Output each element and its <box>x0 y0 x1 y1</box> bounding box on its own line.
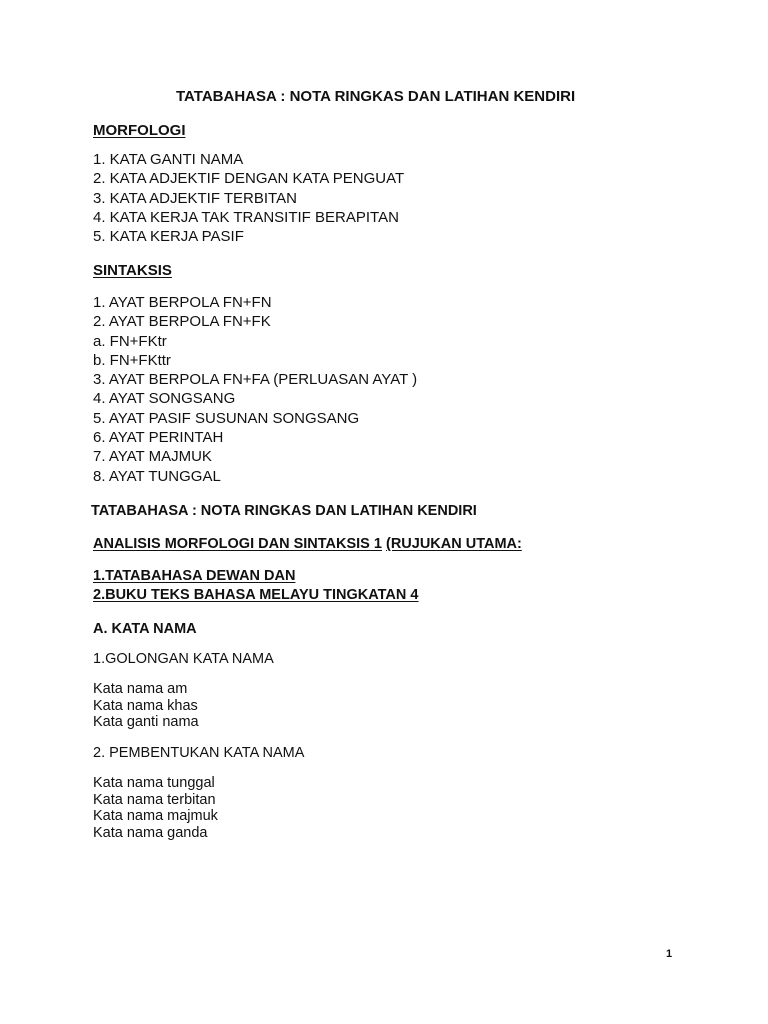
morfologi-heading: MORFOLOGI <box>93 122 186 139</box>
list-item: 4. AYAT SONGSANG <box>93 390 236 408</box>
list-item: Kata nama khas <box>93 697 198 714</box>
list-item: Kata ganti nama <box>93 714 199 730</box>
section-title: TATABAHASA : NOTA RINGKAS DAN LATIHAN KENDIRI <box>91 503 477 519</box>
list-item: 8. AYAT TUNGGAL <box>93 467 221 485</box>
list-item: 2. KATA ADJEKTIF DENGAN KATA PENGUAT <box>93 170 405 188</box>
sintaksis-list <box>93 293 417 486</box>
pembentukan-list <box>93 775 218 841</box>
reference-item: 1.TATABAHASA DEWAN DAN <box>93 568 296 584</box>
analisis-heading <box>93 535 522 554</box>
list-item: a. FN+FKtr <box>93 332 167 350</box>
list-item: 2. AYAT BERPOLA FN+FK <box>93 313 271 331</box>
list-item: 3. KATA ADJEKTIF TERBITAN <box>93 189 297 207</box>
list-item: 1. AYAT BERPOLA FN+FN <box>93 294 272 311</box>
list-item: Kata nama am <box>93 681 188 697</box>
pembentukan-heading: 2. PEMBENTUKAN KATA NAMA <box>93 745 305 761</box>
analisis-title: ANALISIS MORFOLOGI DAN SINTAKSIS 1 <box>93 536 382 552</box>
list-item: Kata nama majmuk <box>93 808 218 824</box>
golongan-heading: 1.GOLONGAN KATA NAMA <box>93 651 274 667</box>
list-item: 6. AYAT PERINTAH <box>93 429 224 447</box>
page-number: 1 <box>666 948 673 960</box>
list-item: 5. KATA KERJA PASIF <box>93 228 244 246</box>
list-item: 1. KATA GANTI NAMA <box>93 151 244 168</box>
morfologi-list <box>93 150 404 246</box>
list-item: Kata nama tunggal <box>93 775 215 791</box>
list-item: 7. AYAT MAJMUK <box>93 448 212 466</box>
list-item: 4. KATA KERJA TAK TRANSITIF BERAPITAN <box>93 208 399 226</box>
list-item: Kata nama terbitan <box>93 791 216 808</box>
list-item: Kata nama ganda <box>93 824 208 841</box>
rujukan-label: (RUJUKAN UTAMA: <box>385 536 522 552</box>
page-title: TATABAHASA : NOTA RINGKAS DAN LATIHAN KENDIRI <box>176 88 576 105</box>
section-a-heading: A. KATA NAMA <box>93 621 197 637</box>
list-item: b. FN+FKttr <box>93 351 171 369</box>
reference-item: 2.BUKU TEKS BAHASA MELAYU TINGKATAN 4 <box>93 587 419 603</box>
sintaksis-heading: SINTAKSIS <box>93 262 172 279</box>
golongan-list <box>93 681 199 731</box>
list-item: 3. AYAT BERPOLA FN+FA (PERLUASAN AYAT ) <box>93 371 418 389</box>
list-item: 5. AYAT PASIF SUSUNAN SONGSANG <box>93 409 360 427</box>
